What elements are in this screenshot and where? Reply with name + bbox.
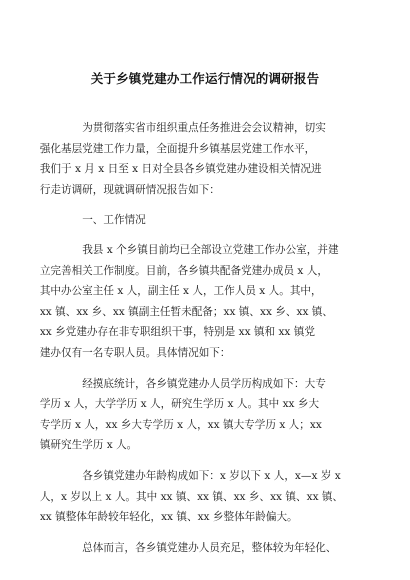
- text-line: 我们于 x 月 x 日至 x 日对全县各乡镇党建办建设相关情况进: [39, 163, 322, 176]
- staffing-paragraph: [39, 240, 355, 364]
- text-line: xx 镇、xx 乡、xx 镇副主任暂未配备；xx 镇、xx 乡、xx 镇、: [39, 305, 333, 318]
- text-line: 建办仅有一名专职人员。具体情况如下：: [39, 346, 231, 359]
- text-line: 立完善相关工作制度。目前，各乡镇共配备党建办成员 x 人，: [39, 264, 328, 277]
- age-paragraph: [39, 466, 355, 528]
- text-line: 人，x 岁以上 x 人。其中 xx 镇、xx 镇、xx 乡、xx 镇、xx 镇、: [39, 490, 344, 503]
- text-line: 强化基层党建工作力量，全面提升乡镇基层党建工作水平，: [39, 142, 316, 155]
- text-line: 镇研究生学历 x 人。: [39, 439, 138, 452]
- section-heading: [61, 210, 355, 231]
- text-line: 其中办公室主任 x 人，副主任 x 人，工作人员 x 人。其中，: [39, 285, 322, 298]
- text-line: 经摸底统计，各乡镇党建办人员学历构成如下：大专: [82, 377, 326, 390]
- text-line: 我县 x 个乡镇目前均已全部设立党建工作办公室，并建: [82, 243, 339, 256]
- section-heading-text: 一、工作情况: [82, 214, 146, 227]
- report-title: 关于乡镇党建办工作运行情况的调研报告: [90, 71, 320, 86]
- text-line: 行走访调研，现就调研情况报告如下：: [39, 183, 220, 196]
- text-line: 为贯彻落实省市组织重点任务推进会会议精神，切实: [82, 122, 326, 134]
- text-line: 专学历 x 人，xx 乡大专学历 x 人，xx 镇大专学历 x 人；xx: [39, 418, 322, 431]
- text-line: xx 乡党建办存在非专职组织干事，特别是 xx 镇和 xx 镇党: [39, 326, 315, 339]
- summary-paragraph: [61, 538, 355, 559]
- text-line: xx 镇整体年龄较年轻化，xx 镇、xx 乡整体年龄偏大。: [39, 511, 298, 524]
- text-line: 学历 x 人，大学学历 x 人，研究生学历 x 人。其中 xx 乡大: [39, 398, 320, 411]
- report-body: [39, 118, 355, 568]
- text-line: 总体而言，各乡镇党建办人员充足，整体较为年轻化、: [82, 541, 337, 554]
- education-paragraph: [39, 374, 355, 456]
- intro-paragraph: [39, 118, 355, 200]
- text-line: 各乡镇党建办年龄构成如下：x 岁以下 x 人，x—x 岁 x: [82, 469, 341, 482]
